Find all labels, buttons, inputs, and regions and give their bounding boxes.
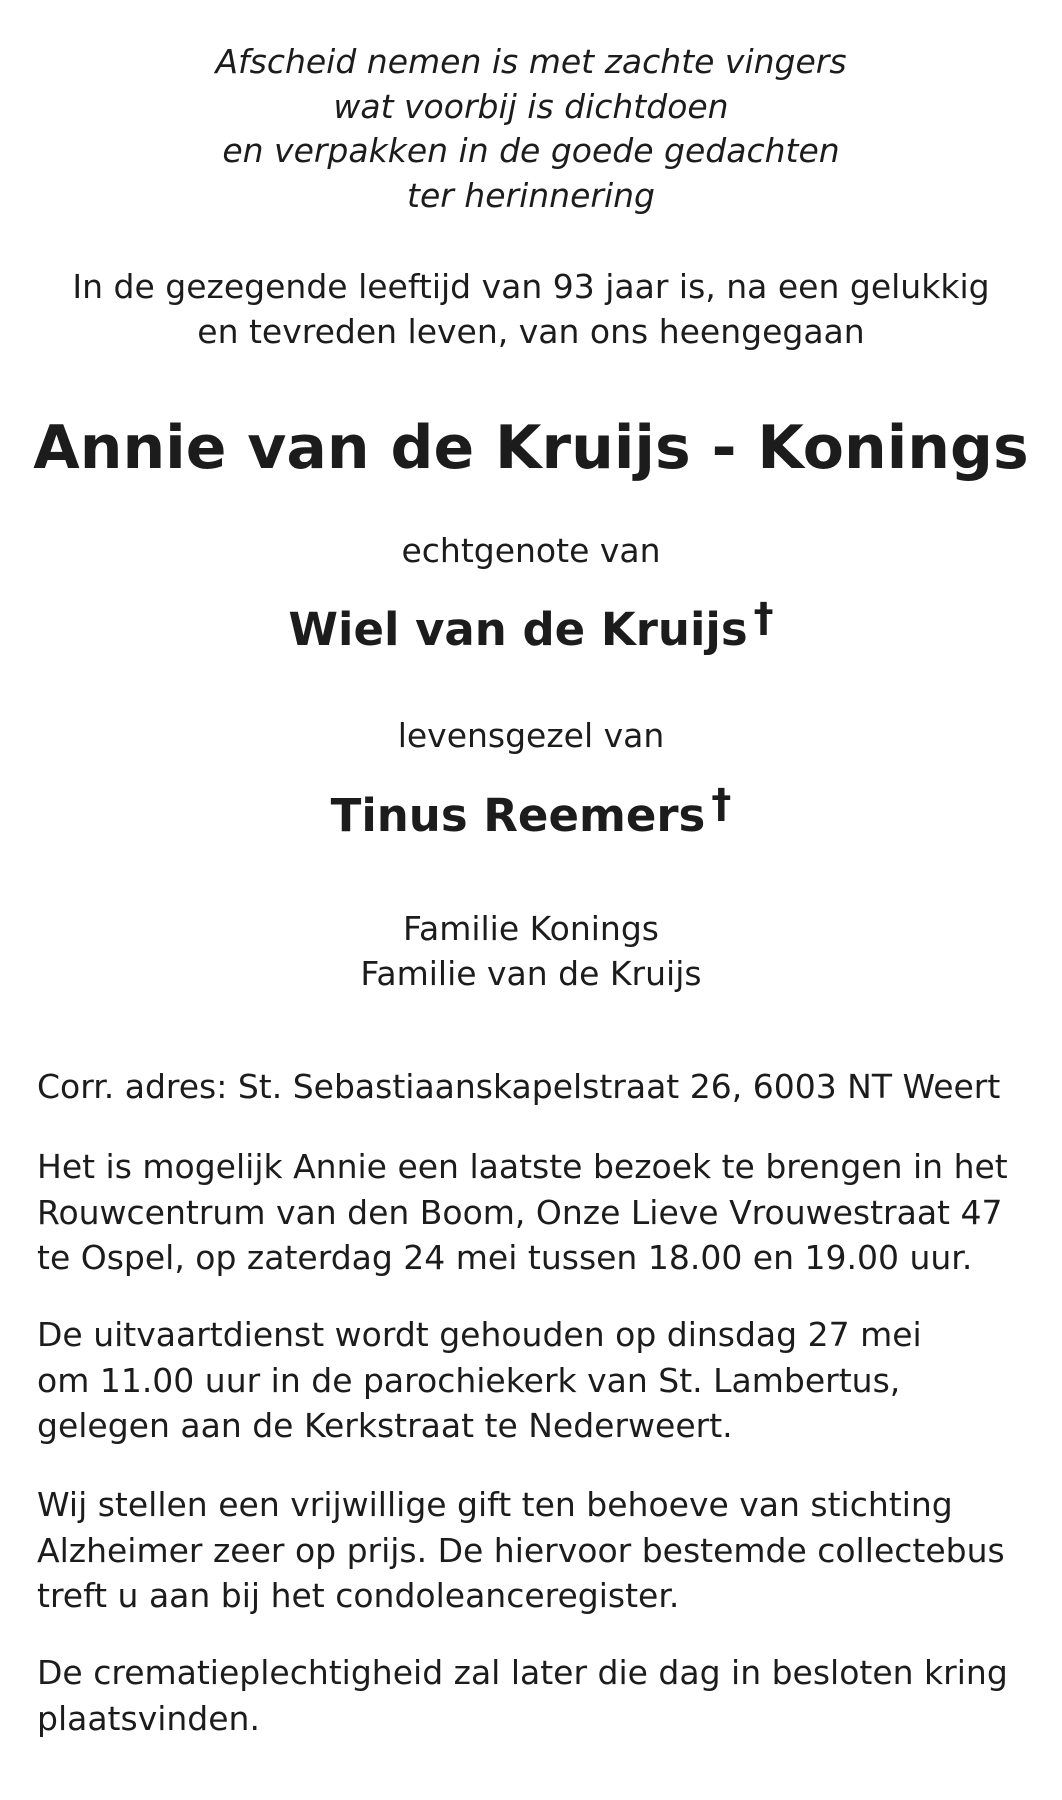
poem-line: wat voorbij is dichtdoen (333, 86, 729, 126)
family-signatures (0, 906, 1062, 996)
paragraph-line: te Ospel, op zaterdag 24 mei tussen 18.00 en 19.00 uur. (37, 1238, 973, 1277)
intro-line: en tevreden leven, van ons heengegaan (197, 312, 865, 351)
cross-icon: † (711, 781, 732, 827)
paragraph-line: Wij stellen een vrijwillige gift ten behoeve van stichting (37, 1485, 953, 1524)
cross-icon: † (753, 595, 774, 641)
partner-block (0, 781, 1062, 848)
poem-line: ter herinnering (407, 175, 655, 215)
poem-line: Afscheid nemen is met zachte vingers (215, 42, 847, 81)
donation-paragraph (37, 1482, 1037, 1619)
paragraph-line: De crematieplechtigheid zal later die dag in besloten kring (37, 1653, 1008, 1692)
address-line: Corr. adres: St. Sebastiaanskapelstraat 26, 6003 NT Weert (37, 1067, 1001, 1106)
paragraph-line: gelegen aan de Kerkstraat te Nederweert. (37, 1406, 733, 1445)
paragraph-line: om 11.00 uur in de parochiekerk van St. Lambertus, (37, 1360, 901, 1400)
announcement-intro (0, 264, 1062, 354)
paragraph-line: Het is mogelijk Annie een laatste bezoek te brengen in het (37, 1147, 1008, 1186)
spouse-name: Wiel van de Kruijs (288, 603, 748, 656)
deceased-name: Annie van de Kruijs - Konings (33, 413, 1029, 483)
partner-name: Tinus Reemers (330, 789, 706, 842)
paragraph-line: Alzheimer zeer op prijs. De hiervoor bestemde collectebus (37, 1530, 1005, 1570)
paragraph-line: De uitvaartdienst wordt gehouden op dinsdag 27 mei (37, 1315, 922, 1354)
visitation-paragraph (37, 1144, 1037, 1281)
poem-line: en verpakken in de goede gedachten (222, 131, 840, 170)
service-paragraph (37, 1312, 1037, 1449)
intro-line: In de gezegende leeftijd van 93 jaar is, na een gelukkig (72, 267, 990, 306)
spouse-block (0, 595, 1062, 662)
paragraph-line: plaatsvinden. (37, 1698, 260, 1738)
poem (0, 40, 1062, 218)
cremation-paragraph (37, 1650, 1037, 1741)
family-name: Familie Konings (403, 909, 659, 948)
spouse-relation: echtgenote van (401, 531, 661, 570)
paragraph-line: treft u aan bij het condoleanceregister. (37, 1576, 680, 1615)
correspondence-address (37, 1064, 1037, 1110)
family-name: Familie van de Kruijs (360, 954, 702, 993)
paragraph-line: Rouwcentrum van den Boom, Onze Lieve Vrouwestraat 47 (37, 1192, 1003, 1232)
partner-relation: levensgezel van (397, 716, 665, 755)
